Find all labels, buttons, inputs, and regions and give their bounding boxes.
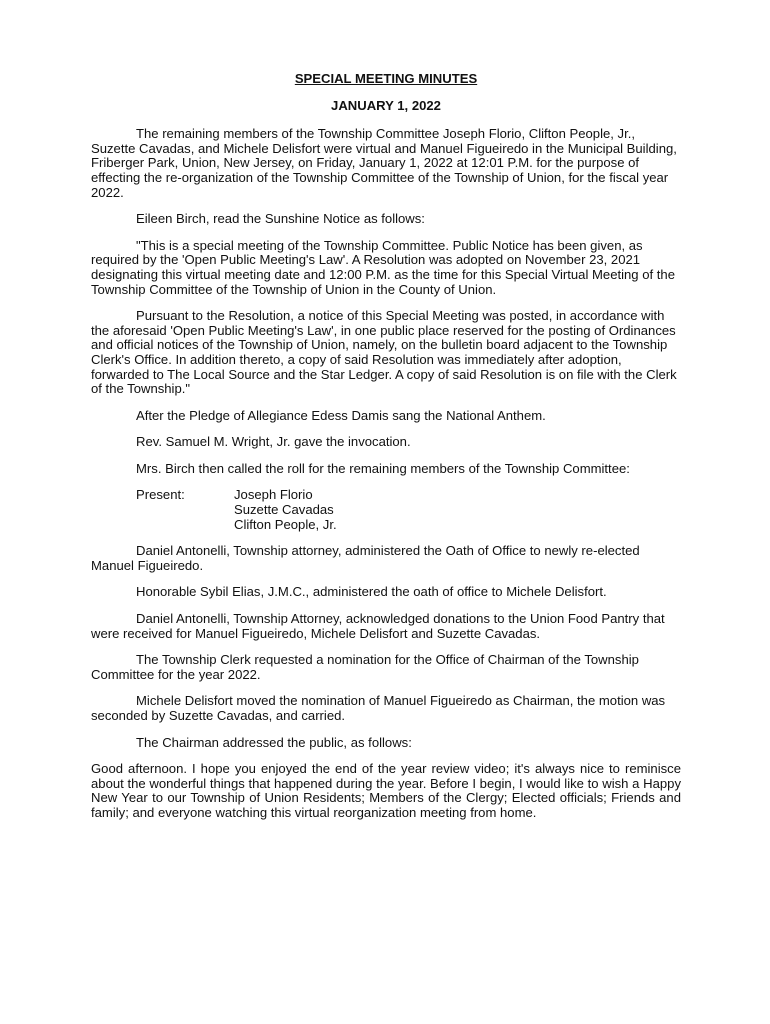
document-title: SPECIAL MEETING MINUTES: [294, 71, 478, 86]
present-name: Suzette Cavadas: [234, 502, 334, 518]
chairman-speech: Good afternoon. I hope you enjoyed the end of the year review video; it's always nice to reminisce about the wonderful things that happened during the year. Before I begin, I would like to wish a Happy New Year to our Township of Union Residents; Members of the Clergy; Elected officials; Friends and family; and everyone watching this virtual reorganization meeting from home.: [91, 761, 681, 820]
paragraph-donations: Daniel Antonelli, Township Attorney, acknowledged donations to the Union Food Pantry that were received for Manuel Figueiredo, Michele Delisfort and Suzette Cavadas.: [91, 611, 665, 641]
paragraph-nomination-motion: Michele Delisfort moved the nomination of Manuel Figueiredo as Chairman, the motion was seconded by Suzette Cavadas, and carried.: [91, 693, 666, 723]
paragraph-anthem: After the Pledge of Allegiance Edess Damis sang the National Anthem.: [136, 407, 546, 423]
meeting-date: JANUARY 1, 2022: [331, 97, 441, 113]
minutes-body: [91, 72, 681, 821]
paragraph-invocation: Rev. Samuel M. Wright, Jr. gave the invocation.: [136, 434, 411, 450]
paragraph-sunshine-notice: "This is a special meeting of the Township Committee. Public Notice has been given, as required by the 'Open Public Meeting's Law'. A Resolution was adopted on November 23, 2021 designating this virtual meeting date and 12:00 P.M. as the time for this Special Virtual Meeting of the Township Committee of the Township of Union in the County of Union.: [91, 237, 675, 297]
paragraph-oath-delisfort: Honorable Sybil Elias, J.M.C., administered the oath of office to Michele Delisfort.: [136, 584, 607, 600]
paragraph-sunshine-intro: Eileen Birch, read the Sunshine Notice as follows:: [136, 211, 425, 227]
paragraph-resolution-posting: Pursuant to the Resolution, a notice of this Special Meeting was posted, in accordance with the aforesaid 'Open Public Meeting's Law', in one public place reserved for the posting of Ordinances and official notices of the Township of Union, namely, on the bulletin board adjacent to the Township Clerk's Office. In addition thereto, a copy of said Resolution was immediately after adoption, forwarded to The Local Source and the Star Ledger. A copy of said Resolution is on file with the Clerk of the Township.": [91, 308, 677, 397]
paragraph-attendance: The remaining members of the Township Committee Joseph Florio, Clifton People, Jr., Suzette Cavadas, and Michele Delisfort were virtual and Manuel Figueiredo in the Municipal Building, Friberger Park, Union, New Jersey, on Friday, January 1, 2022 at 12:01 P.M. for the purpose of effecting the re-organization of the Township Committee of the Township of Union, for the fiscal year 2022.: [91, 126, 677, 200]
paragraph-roll-call: Mrs. Birch then called the roll for the remaining members of the Township Committee:: [136, 460, 630, 476]
present-roster: [136, 488, 681, 532]
paragraph-chairman-address: The Chairman addressed the public, as follows:: [136, 734, 412, 750]
present-name: Joseph Florio: [234, 487, 313, 503]
present-label: Present:: [136, 487, 185, 503]
present-names: [234, 488, 337, 532]
paragraph-nomination-request: The Township Clerk requested a nomination for the Office of Chairman of the Township Committee for the year 2022.: [91, 652, 639, 682]
paragraph-oath-figueiredo: Daniel Antonelli, Township attorney, administered the Oath of Office to newly re-elected Manuel Figueiredo.: [91, 543, 640, 573]
present-name: Clifton People, Jr.: [234, 516, 337, 532]
